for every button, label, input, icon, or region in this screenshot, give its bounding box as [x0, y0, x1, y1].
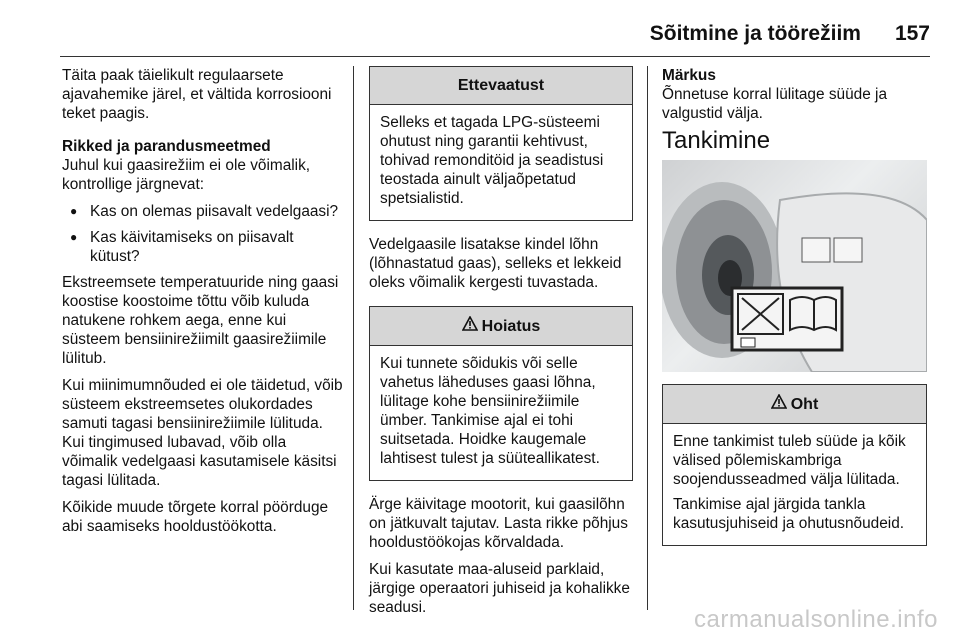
danger-title: Oht: [790, 395, 819, 413]
paragraph: Täita paak täielikult regulaarsete ajavahemike järel, et vältida korrosiooni teket paagis.: [62, 67, 332, 122]
danger-box: [662, 384, 927, 546]
section-title: Tankimine: [662, 127, 771, 154]
page-number: 157: [894, 22, 930, 45]
paragraph: Ekstreemsete temperatuuride ning gaasi koostise koostoime tõttu võib kuluda natukene rohkem aega, enne kui süsteem bensiinirežiimilt gaasirežiimile lülitub.: [62, 274, 339, 367]
column-2: [369, 66, 633, 625]
paragraph: Kui miinimumnõuded ei ole täidetud, võib süsteem ekstreemsetes olukordades samuti tagasi bensiinirežiimile lülituda. Kui tingimused lubavad, võib olla võimalik vedelgaasi kasutamisele käsitsi tagasi lülitada.: [62, 377, 343, 489]
warning-text: Kui tunnete sõidukis või selle vahetus läheduses gaasi lõhna, lülitage kohe bensiinirežiimile ümber. Tankimise ajal ei tohi suitsetada. Hoidke kaugemale lahtisest tulest ja süüteallikatest.: [380, 355, 600, 467]
column-3: [662, 66, 927, 560]
column-1: [62, 66, 346, 544]
watermark: carmanualsonline.info: [694, 606, 938, 633]
note-text: Õnnetuse korral lülitage süüde ja valgustid välja.: [662, 86, 888, 122]
page-header: [650, 22, 930, 46]
header-title: Sõitmine ja töörežiim: [649, 22, 861, 45]
warning-title: Hoiatus: [481, 317, 541, 335]
list-item: ● Kas käivitamiseks on piisavalt kütust?: [62, 228, 346, 266]
section-heading: Rikked ja parandusmeetmed: [62, 138, 271, 155]
paragraph: Ärge käivitage mootorit, kui gaasilõhn on jätkuvalt tajutav. Lasta rikke põhjus hooldustöökojas kõrvaldada.: [369, 496, 628, 551]
paragraph: Vedelgaasile lisatakse kindel lõhn (lõhnastatud gaas), selleks et lekkeid oleks võimalik kergesti tuvastada.: [369, 236, 622, 291]
danger-text-2: Tankimise ajal järgida tankla kasutusjuhiseid ja ohutusnõudeid.: [673, 496, 905, 532]
caution-text: Selleks et tagada LPG-süsteemi ohutust ning garantii kehtivust, tohivad remonditöid ja seadistusi teostada ainult väljaõpetatud spetsialistid.: [380, 114, 604, 207]
note-label: Märkus: [662, 67, 716, 84]
danger-text-1: Enne tankimist tuleb süüde ja kõik välised põlemiskambriga soojendusseadmed välja lülitada.: [673, 433, 906, 488]
list-item: ● Kas on olemas piisavalt vedelgaasi?: [62, 202, 346, 221]
paragraph: Kõikide muude tõrgete korral pöörduge abi saamiseks hooldustöökotta.: [62, 499, 329, 535]
danger-triangle-icon: [771, 394, 787, 414]
paragraph: Kui kasutate maa-aluseid parklaid, järgige operaatori juhiseid ja kohalikke seadusi.: [369, 561, 630, 616]
warning-header: [370, 307, 632, 346]
caution-title: Ettevaatust: [370, 67, 632, 105]
bullet-list: [62, 202, 346, 266]
danger-header: [663, 385, 926, 424]
caution-box: [369, 66, 633, 221]
warning-triangle-icon: [462, 316, 478, 336]
fuel-filler-illustration: [662, 160, 927, 372]
warning-box: [369, 306, 633, 481]
header-rule: [60, 56, 930, 57]
column-divider-2: [647, 66, 648, 610]
paragraph: Juhul kui gaasirežiim ei ole võimalik, kontrollige järgnevat:: [62, 157, 311, 193]
column-divider-1: [353, 66, 354, 610]
fuel-filler-photo: [662, 160, 927, 372]
